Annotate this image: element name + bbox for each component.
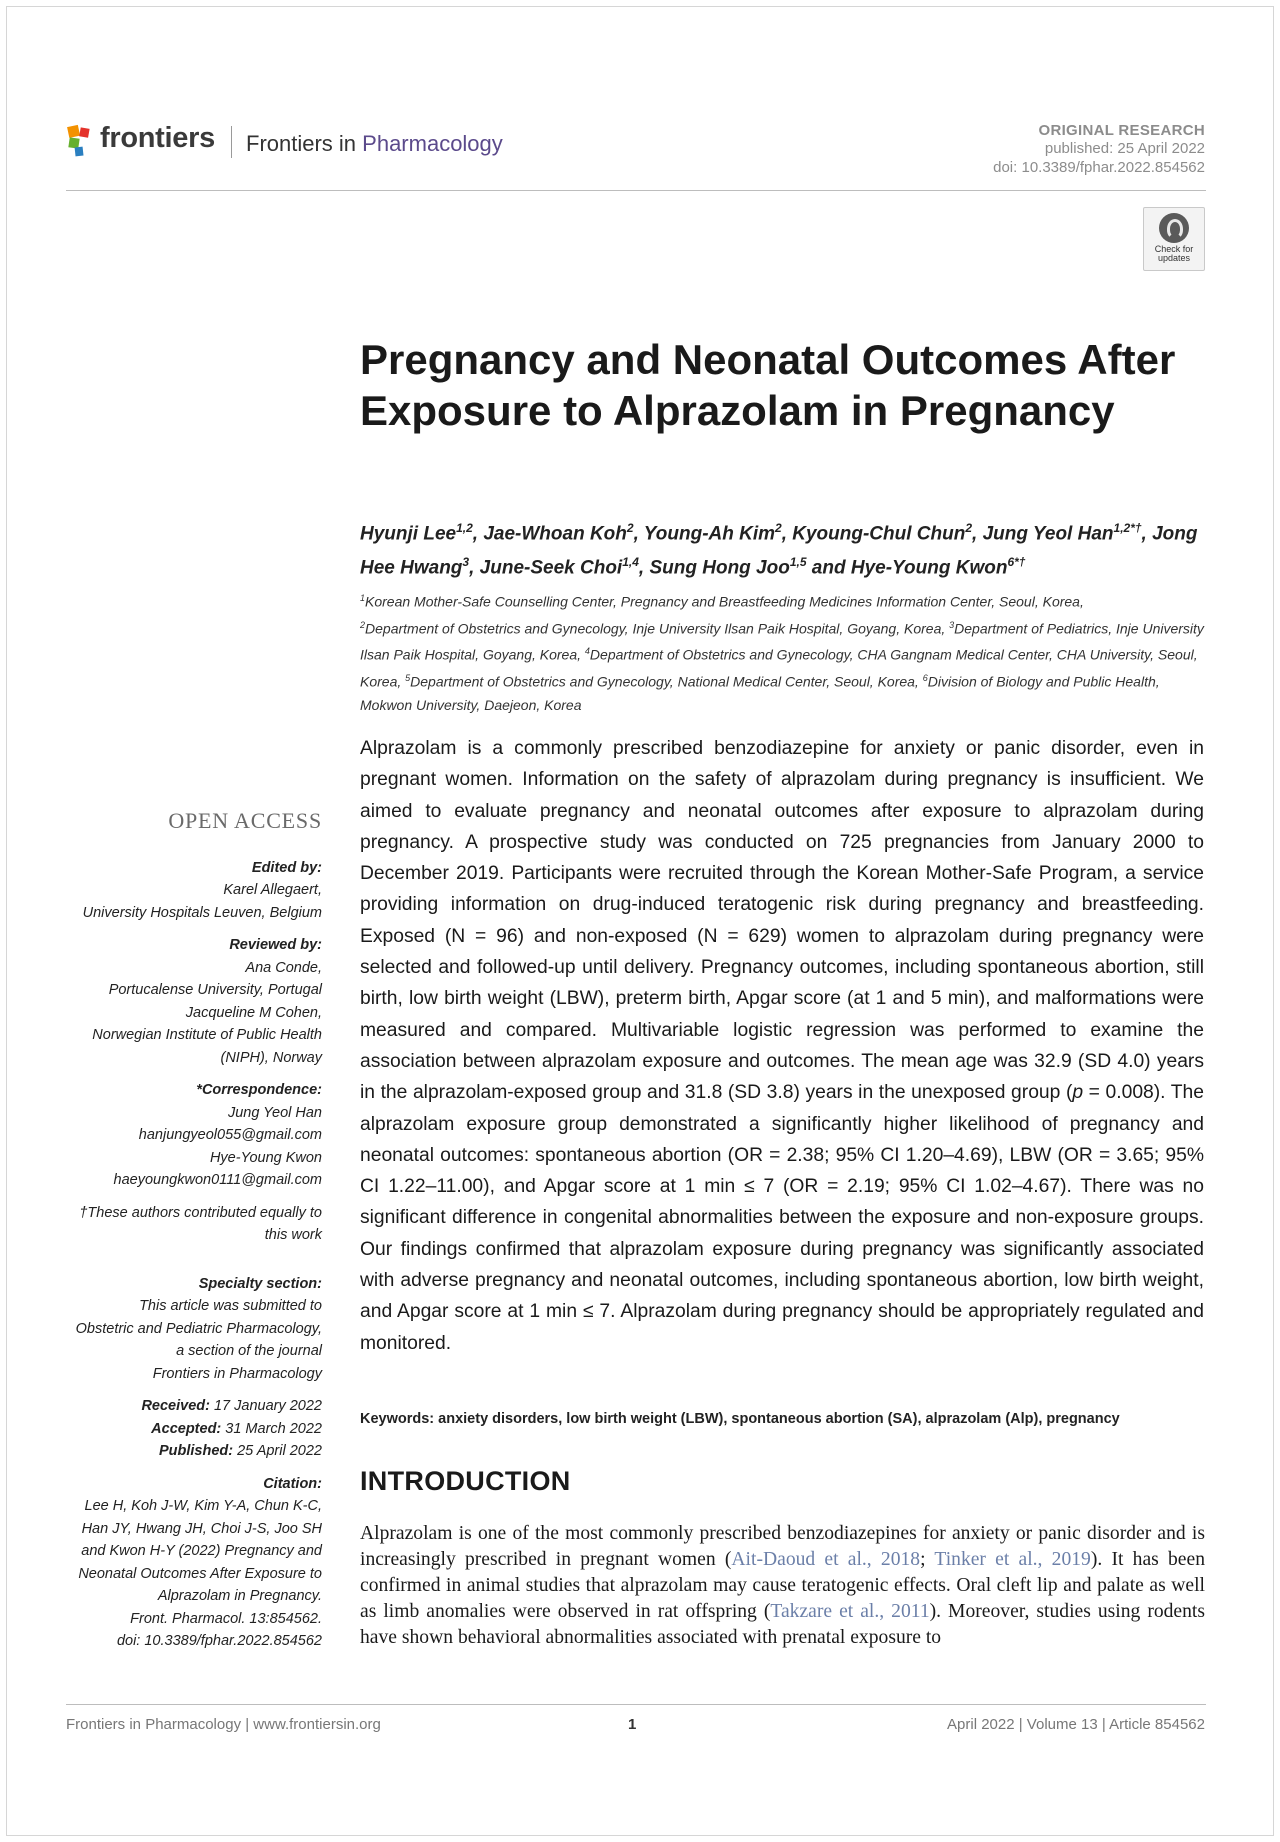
introduction-heading: INTRODUCTION: [360, 1466, 571, 1496]
affil-sup: 3: [949, 619, 955, 630]
intro-text: Alprazolam is one of the most commonly prescribed benzodiazepines for anxiety or panic disorder and is increasingly prescribed in pregnant women (: [360, 1523, 1205, 1570]
specialty-line: This article was submitted to: [139, 1298, 322, 1314]
intro-text: ;: [920, 1549, 935, 1570]
author-name[interactable]: Hyunji Lee: [360, 523, 457, 545]
author-sup: 1,5: [789, 555, 807, 570]
affiliations: [360, 587, 1210, 717]
check-for-updates-button[interactable]: [1143, 207, 1205, 271]
citation-doi[interactable]: doi: 10.3389/fphar.2022.854562: [116, 1633, 322, 1649]
citation-line: and Kwon H-Y (2022) Pregnancy and: [81, 1543, 322, 1559]
doi[interactable]: doi: 10.3389/fphar.2022.854562: [993, 159, 1205, 176]
author-sup: 1,4: [622, 555, 639, 570]
citation-line: Han JY, Hwang JH, Choi J-S, Joo SH: [81, 1520, 322, 1537]
affil-text: Department of Obstetrics and Gynecology, CHA Gangnam Medical Center, CHA University, Seoul, Korea,: [360, 646, 1198, 690]
author-name[interactable]: Hye-Young Kwon: [850, 557, 1008, 579]
article-title: Pregnancy and Neonatal Outcomes After Exposure to Alprazolam in Pregnancy: [360, 336, 1176, 434]
editor-line: Karel Allegaert,: [223, 882, 322, 898]
specialty-line: a section of the journal: [176, 1343, 322, 1359]
citation-link[interactable]: Tinker et al., 2019: [934, 1549, 1091, 1570]
footer-rule: [66, 1704, 1206, 1705]
affil-text: Department of Pediatrics, Inje University Ilsan Paik Hospital, Goyang, Korea,: [360, 620, 1204, 663]
footer-journal-link[interactable]: Frontiers in Pharmacology | www.frontiersin.org: [66, 1716, 381, 1733]
brand-name[interactable]: frontiers: [100, 122, 215, 154]
reviewer-line: Norwegian Institute of Public Health: [92, 1027, 322, 1043]
author-sep: and: [806, 557, 851, 579]
author-sep: ,: [972, 523, 983, 545]
frontiers-logo-icon: [66, 124, 94, 158]
citation-line: Lee H, Koh J-W, Kim Y-A, Chun K-C,: [84, 1498, 322, 1514]
accepted-date: 31 March 2022: [225, 1420, 322, 1437]
page-number: 1: [628, 1716, 637, 1733]
article-meta: [993, 122, 1205, 177]
logo-square-blue: [75, 147, 84, 157]
author-name[interactable]: June-Seek Choi: [479, 557, 623, 579]
correspondence-label: *Correspondence:: [196, 1082, 322, 1098]
received-row: [56, 1395, 322, 1418]
journal-name[interactable]: [246, 131, 503, 157]
affil-text: Department of Obstetrics and Gynecology, National Medical Center, Seoul, Korea,: [410, 673, 923, 690]
keywords: Keywords: anxiety disorders, low birth weight (LBW), spontaneous abortion (SA), alprazolam (Alp), pregnancy: [360, 1411, 1120, 1427]
author-sup: 2: [775, 521, 782, 535]
p-value-symbol: p: [1072, 1082, 1084, 1104]
published-date: published: 25 April 2022: [1044, 140, 1205, 157]
author-sep: ,: [469, 557, 480, 579]
edited-by-label: Edited by:: [251, 859, 322, 876]
affil-text: Korean Mother-Safe Counselling Center, Pregnancy and Breastfeeding Medicines Information Center, Seoul, Korea,: [365, 593, 1084, 610]
equal-contribution-note: †These authors contributed equally to this work: [79, 1204, 322, 1243]
affil-sup: 2: [360, 619, 366, 630]
author-sup: 1,2: [456, 521, 473, 535]
published-row: [56, 1440, 322, 1463]
abstract: [360, 733, 1204, 1359]
affil-sup: 4: [584, 646, 590, 657]
logo-square-orange: [67, 125, 80, 138]
logo-square-red: [79, 127, 89, 137]
author-sep: ,: [472, 523, 484, 545]
abstract-text: = 0.008). The alprazolam exposure group demonstrated a significantly higher likelihood of pregnancy and neonatal outcomes: spontaneous abortion (OR = 2.38; 95% CI 1.20–4.69), LBW (OR = 3.65; 95% CI 1.22–11.00), and Apgar score at 1 min ≤ 7 (OR = 2.19; 95% CI 1.02–4.67). There was no significant difference in congenital abnormalities between the exposure and non-exposure groups. Our findings confirmed that alprazolam exposure during pregnancy was significantly associated with adverse pregnancy and neonatal outcomes, including spontaneous abortion, low birth weight, and Apgar score at 1 min ≤ 7. Alprazolam during pregnancy should be appropriately regulated and monitored.: [360, 1082, 1204, 1354]
reviewer-line: Jacqueline M Cohen,: [185, 1004, 322, 1021]
author-name[interactable]: Young-Ah Kim: [643, 523, 776, 545]
citation-link[interactable]: Takzare et al., 2011: [770, 1601, 930, 1622]
specialty-line: Obstetric and Pediatric Pharmacology,: [75, 1320, 322, 1337]
author-sep: ,: [781, 523, 793, 545]
reviewed-by-label: Reviewed by:: [229, 937, 322, 953]
affil-text: Division of Biology and Public Health, Mokwon University, Daejeon, Korea: [360, 673, 1160, 713]
author-name[interactable]: Jong Hee Hwang: [360, 523, 1198, 579]
author-name[interactable]: Jung Yeol Han: [982, 523, 1114, 545]
affil-sup: 6: [922, 672, 928, 683]
abstract-text: Alprazolam is a commonly prescribed benzodiazepine for anxiety or panic disorder, even in pregnant women. Information on the safety of alprazolam during pregnancy is insufficient. We aimed to evaluate pregnancy and neonatal outcomes after exposure to alprazolam during pregnancy. A prospective study was conducted on 725 pregnancies from January 2000 to December 2019. Participants were recruited through the Korean Mother-Safe Program, a service providing information on drug-induced teratogenic risk during pregnancy and breastfeeding. Exposed (N = 96) and non-exposed (N = 629) women to alprazolam during pregnancy were selected and followed-up until delivery. Pregnancy outcomes, including spontaneous abortion, still birth, low birth weight (LBW), preterm birth, Apgar score (at 1 and 5 min), and malformations were measured and compared. Multivariable logistic regression was performed to examine the association between alprazolam exposure and outcomes. The mean age was 32.9 (SD 4.0) years in the alprazolam-exposed group and 31.8 (SD 3.8) years in the unexposed group (: [360, 738, 1204, 1104]
author-name[interactable]: Jae-Whoan Koh: [483, 523, 627, 545]
check-updates-line2: updates: [1157, 253, 1191, 263]
affil-text: Department of Obstetrics and Gynecology, Inje University Ilsan Paik Hospital, Goyang, Korea,: [365, 620, 950, 637]
article-type: ORIGINAL RESEARCH: [1038, 122, 1205, 139]
specialty-section-label: Specialty section:: [198, 1275, 322, 1292]
citation-link[interactable]: Ait-Daoud et al., 2018: [731, 1549, 921, 1570]
received-label: Received:: [141, 1398, 210, 1414]
published-date-sidebar: 25 April 2022: [237, 1443, 322, 1459]
author-name[interactable]: Kyoung-Chul Chun: [792, 523, 966, 545]
author-sup: 3: [462, 555, 470, 570]
correspondence-name: Jung Yeol Han: [227, 1104, 322, 1121]
correspondence-name: Hye-Young Kwon: [209, 1149, 322, 1166]
introduction-text: [360, 1521, 1205, 1651]
footer-issue-info: April 2022 | Volume 13 | Article 854562: [947, 1716, 1205, 1733]
intro-text: ). It has been confirmed in animal studies that alprazolam may cause teratogenic effects. Oral cleft lip and palate as well as limb anomalies were observed in rat offspring (: [360, 1549, 1205, 1622]
citation-line: Alprazolam in Pregnancy.: [157, 1588, 322, 1604]
author-sep: ,: [638, 557, 650, 579]
journal-prefix: Frontiers in: [246, 131, 363, 156]
bookmark-icon: [1159, 213, 1189, 243]
reviewer-line: (NIPH), Norway: [220, 1049, 322, 1066]
correspondence-email[interactable]: hanjungyeol055@gmail.com: [138, 1127, 322, 1143]
author-sup: 2: [626, 521, 634, 535]
editor-line: University Hospitals Leuven, Belgium: [82, 904, 322, 921]
sidebar: [56, 810, 322, 1653]
citation-line: Front. Pharmacol. 13:854562.: [130, 1610, 322, 1627]
check-updates-line1: Check for: [1154, 244, 1194, 254]
author-sup: 6*†: [1007, 555, 1026, 570]
author-sep: ,: [1141, 523, 1153, 545]
citation-label: Citation:: [263, 1475, 322, 1492]
affil-sup: 1: [360, 593, 366, 603]
author-sup: 1,2*†: [1113, 521, 1142, 535]
correspondence-email[interactable]: haeyoungkwon0111@gmail.com: [113, 1172, 322, 1188]
received-date: 17 January 2022: [213, 1398, 322, 1414]
header-rule: [66, 190, 1206, 191]
affil-sup: 5: [405, 672, 411, 683]
author-name[interactable]: Sung Hong Joo: [649, 557, 790, 579]
logo-square-green: [68, 137, 79, 148]
accepted-row: [56, 1418, 322, 1441]
published-label: Published:: [158, 1443, 234, 1459]
author-sup: 2: [965, 521, 973, 535]
open-access-label: OPEN ACCESS: [168, 808, 322, 833]
specialty-line: Frontiers in Pharmacology: [152, 1365, 322, 1382]
intro-text: ). Moreover, studies using rodents have shown behavioral abnormalities associated with prenatal exposure to: [360, 1601, 1205, 1648]
author-sep: ,: [633, 523, 644, 545]
accepted-label: Accepted:: [151, 1420, 222, 1437]
reviewer-line: Ana Conde,: [245, 959, 322, 976]
journal-accent: Pharmacology: [362, 131, 503, 156]
author-list: [360, 514, 1210, 583]
reviewer-line: Portucalense University, Portugal: [108, 982, 322, 998]
header-separator: [231, 126, 232, 158]
citation-line: Neonatal Outcomes After Exposure to: [78, 1565, 322, 1582]
